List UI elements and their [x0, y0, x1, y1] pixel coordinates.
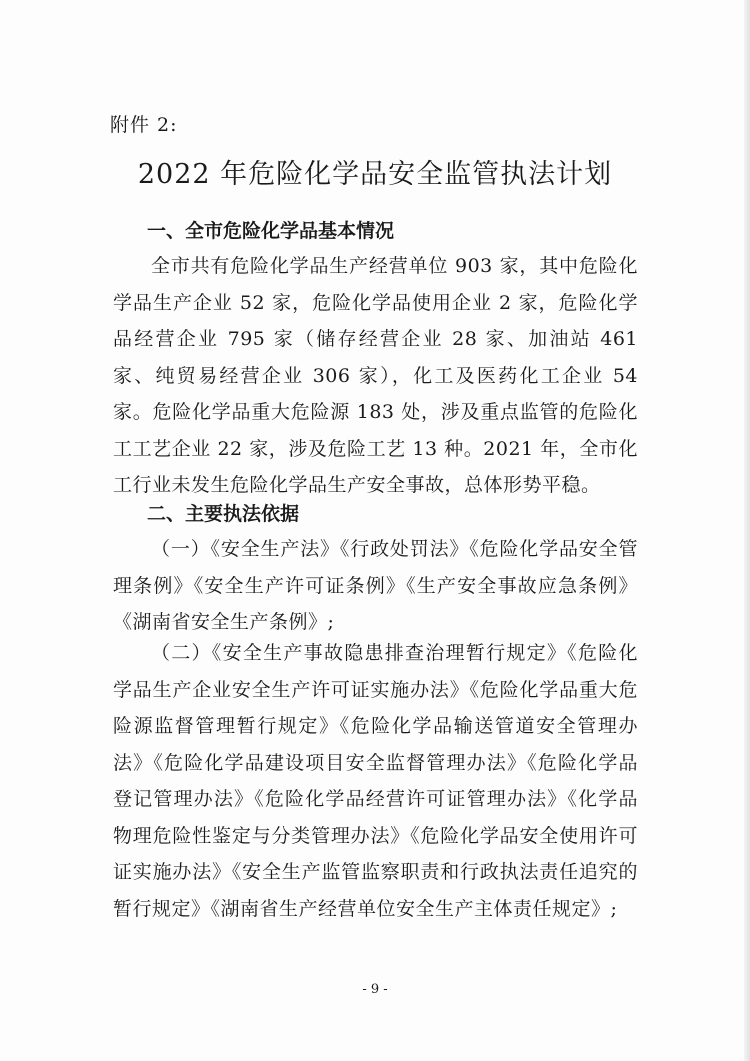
attachment-label: 附件 2: [110, 114, 178, 136]
document-title: 2022 年危险化学品安全监管执法计划 [137, 159, 613, 190]
basis-item-2: （二）《安全生产事故隐患排查治理暂行规定》《危险化学品生产企业安全生产许可证实施办法》《危险化学品重大危险源监督管理暂行规定》《危险化学品输送管道安全管理办法》《危险化学品建设项目安全监督管理办法》《危险化学品登记管理办法》《危险化学品经营许可证管理办法》《化学品物理危险性鉴定与分类管理办法》《危险化学品安全使用许可证实施办法》《安全生产监管监察职责和行政执法责任追究的暂行规定》《湖南省生产经营单位安全生产主体责任规定》; [113, 642, 638, 920]
section-1-heading: 一、全市危险化学品基本情况 [147, 220, 395, 242]
page-number: - 9 - [362, 982, 388, 997]
section-2-heading: 二、主要执法依据 [147, 503, 300, 525]
section-1-paragraph: 全市共有危险化学品生产经营单位 903 家，其中危险化学品生产企业 52 家，危险化学品使用企业 2 家，危险化学品经营企业 795 家（储存经营企业 28 家、加油站 461 家、纯贸易经营企业 306 家），化工及医药化工企业 54 家。危险化学品重大危险源 183 处，涉及重点监管的危险化工工艺企业 22 家，涉及危险工艺 13 种。2021 年，全市化工行业未发生危险化学品生产安全事故，总体形势平稳。 [113, 255, 638, 496]
basis-item-1: （一）《安全生产法》《行政处罚法》《危险化学品安全管理条例》《安全生产许可证条例》《生产安全事故应急条例》《湖南省安全生产条例》; [113, 538, 638, 633]
